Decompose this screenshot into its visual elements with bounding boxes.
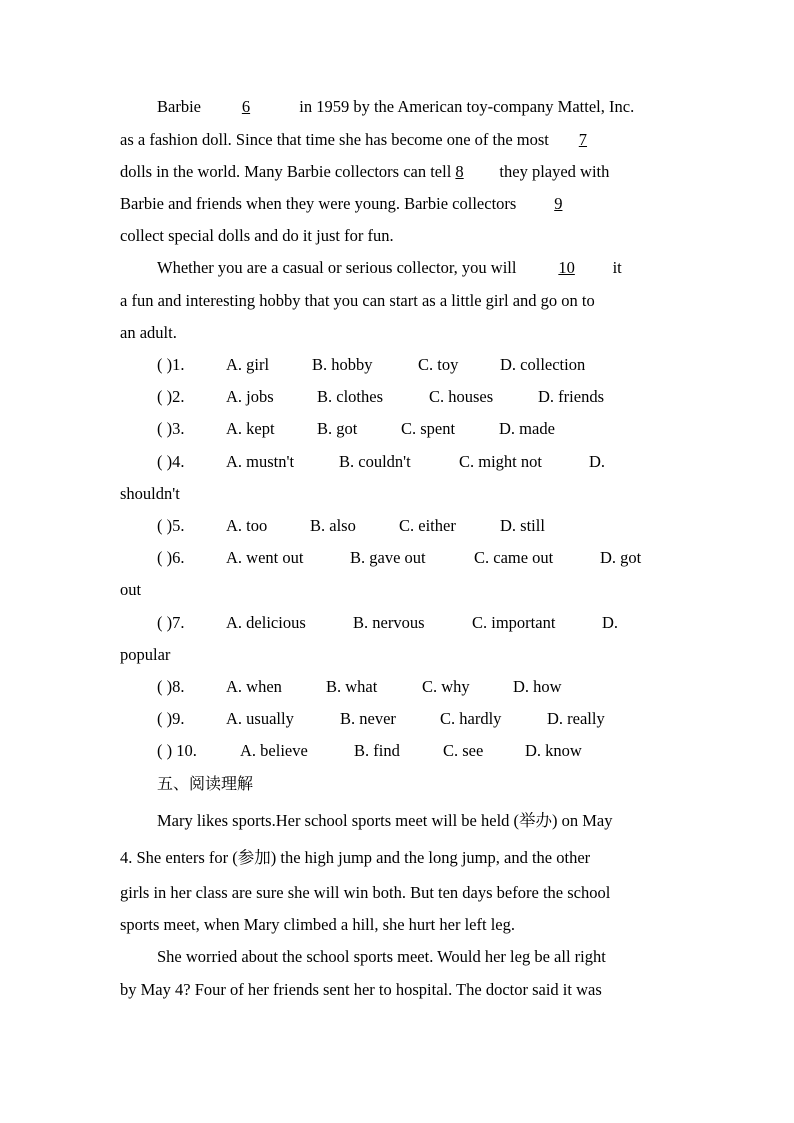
text: Whether you are a casual or serious collector, you will bbox=[157, 258, 517, 277]
option-d: D. still bbox=[500, 516, 545, 535]
option-b: B. clothes bbox=[317, 387, 383, 406]
cloze-line-6 bbox=[157, 258, 622, 278]
option-c: C. came out bbox=[474, 548, 554, 567]
option-a: A. too bbox=[226, 516, 268, 535]
option-a: A. usually bbox=[226, 709, 294, 728]
option-c: C. might not bbox=[459, 452, 542, 471]
text: an adult. bbox=[120, 323, 177, 342]
option-a: A. kept bbox=[226, 419, 275, 438]
option-a: A. when bbox=[226, 677, 282, 696]
option-c: C. see bbox=[443, 741, 484, 760]
question-number: ( )6. bbox=[157, 548, 185, 567]
question-number: ( )7. bbox=[157, 613, 185, 632]
option-b: B. couldn't bbox=[339, 452, 411, 471]
cloze-line-7 bbox=[120, 291, 595, 311]
cloze-line-2 bbox=[120, 130, 617, 150]
text: out bbox=[120, 580, 142, 599]
blank-7: 7 bbox=[578, 130, 588, 149]
option-c: C. hardly bbox=[440, 709, 502, 728]
option-d: D. bbox=[602, 613, 619, 632]
question-6-wrap bbox=[120, 580, 141, 600]
option-d: D. made bbox=[499, 419, 555, 438]
option-d: D. got bbox=[600, 548, 642, 567]
option-a: A. jobs bbox=[226, 387, 274, 406]
option-a: A. went out bbox=[226, 548, 304, 567]
text: Barbie bbox=[157, 97, 201, 116]
blank-6: 6 bbox=[241, 97, 251, 116]
option-c: C. spent bbox=[401, 419, 456, 438]
text: in 1959 by the American toy-company Mattel, Inc. bbox=[299, 97, 635, 116]
option-b: B. nervous bbox=[353, 613, 425, 632]
option-b: B. also bbox=[310, 516, 356, 535]
reading-line-4: sports meet, when Mary climbed a hill, she hurt her left leg. bbox=[120, 915, 515, 934]
question-7-wrap bbox=[120, 645, 170, 665]
option-d: D. friends bbox=[538, 387, 604, 406]
text: it bbox=[612, 258, 622, 277]
option-c: C. why bbox=[422, 677, 470, 696]
cloze-line-3 bbox=[120, 162, 609, 182]
option-c: C. houses bbox=[429, 387, 494, 406]
question-number: ( )4. bbox=[157, 452, 185, 471]
option-a: A. believe bbox=[240, 741, 308, 760]
question-number: ( ) 10. bbox=[157, 741, 197, 760]
reading-line-5: She worried about the school sports meet. Would her leg be all right bbox=[157, 947, 606, 966]
option-c: C. important bbox=[472, 613, 556, 632]
option-d: D. collection bbox=[500, 355, 586, 374]
reading-line-3: girls in her class are sure she will win both. But ten days before the school bbox=[120, 883, 611, 902]
blank-9: 9 bbox=[554, 194, 563, 213]
question-number: ( )9. bbox=[157, 709, 185, 728]
option-b: B. never bbox=[340, 709, 396, 728]
option-a: A. girl bbox=[226, 355, 270, 374]
option-d: D. bbox=[589, 452, 606, 471]
option-b: B. hobby bbox=[312, 355, 373, 374]
cloze-line-4 bbox=[120, 194, 600, 214]
text: popular bbox=[120, 645, 171, 664]
reading-line-2: 4. She enters for (参加) the high jump and the long jump, and the other bbox=[120, 848, 591, 867]
question-4-wrap bbox=[120, 484, 180, 504]
option-a: A. mustn't bbox=[226, 452, 295, 471]
question-number: ( )8. bbox=[157, 677, 185, 696]
reading-line-1: Mary likes sports.Her school sports meet will be held (举办) on May bbox=[157, 811, 613, 830]
text: Barbie and friends when they were young. Barbie collectors bbox=[120, 194, 517, 213]
blank-10: 10 bbox=[558, 258, 575, 277]
option-b: B. got bbox=[317, 419, 358, 438]
option-b: B. gave out bbox=[350, 548, 426, 567]
option-d: D. really bbox=[547, 709, 605, 728]
option-d: D. how bbox=[513, 677, 562, 696]
text: as a fashion doll. Since that time she has become one of the most bbox=[120, 130, 549, 149]
reading-line-6: by May 4? Four of her friends sent her to hospital. The doctor said it was bbox=[120, 980, 602, 999]
question-number: ( )1. bbox=[157, 355, 185, 374]
option-d: D. know bbox=[525, 741, 582, 760]
blank-8: 8 bbox=[455, 162, 464, 181]
cloze-line-5 bbox=[120, 226, 394, 246]
text: a fun and interesting hobby that you can start as a little girl and go on to bbox=[120, 291, 595, 310]
text: dolls in the world. Many Barbie collectors can tell bbox=[120, 162, 452, 181]
question-number: ( )2. bbox=[157, 387, 185, 406]
option-b: B. find bbox=[354, 741, 400, 760]
section-heading: 五、阅读理解 bbox=[157, 774, 254, 793]
cloze-line-8 bbox=[120, 323, 177, 343]
option-c: C. either bbox=[399, 516, 456, 535]
cloze-line-1 bbox=[157, 97, 634, 117]
text: they played with bbox=[499, 162, 610, 181]
option-a: A. delicious bbox=[226, 613, 306, 632]
text: collect special dolls and do it just for fun. bbox=[120, 226, 394, 245]
question-number: ( )3. bbox=[157, 419, 185, 438]
option-b: B. what bbox=[326, 677, 378, 696]
question-number: ( )5. bbox=[157, 516, 185, 535]
option-c: C. toy bbox=[418, 355, 459, 374]
text: shouldn't bbox=[120, 484, 180, 503]
